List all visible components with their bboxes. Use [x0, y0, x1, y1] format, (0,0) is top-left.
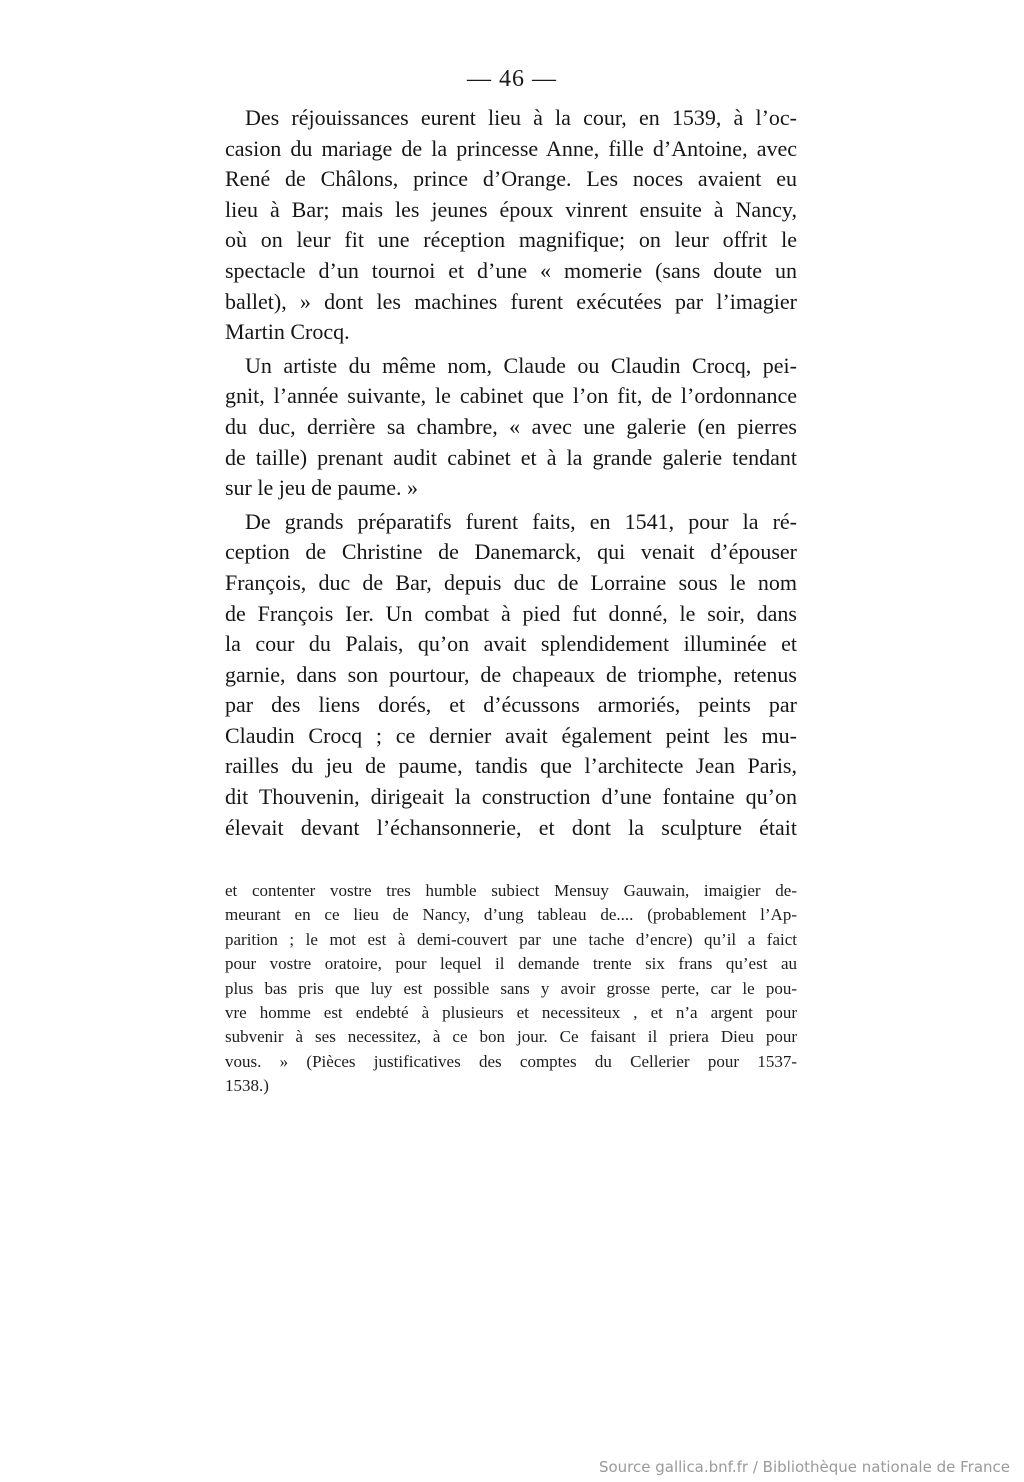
source-credit: Source gallica.bnf.fr / Bibliothèque nationale de France	[598, 1458, 1010, 1476]
text-line: de François Ier. Un combat à pied fut donné, le soir, dans	[225, 600, 797, 626]
text-line: Un artiste du même nom, Claude ou Claudin Crocq, pei-	[245, 352, 797, 378]
text-line: casion du mariage de la princesse Anne, fille d’Antoine, avec	[225, 135, 797, 161]
text-line: spectacle d’un tournoi et d’une « momerie (sans doute un	[225, 257, 797, 283]
footnote	[225, 879, 797, 1099]
footnote-line: meurant en ce lieu de Nancy, d’ung tableau de.... (probablement l’Ap-	[225, 905, 797, 925]
text-line: gnit, l’année suivante, le cabinet que l’on fit, de l’ordonnance	[225, 383, 797, 409]
text-line: De grands préparatifs furent faits, en 1541, pour la ré-	[245, 508, 797, 534]
footnote-line: plus bas pris que luy est possible sans y avoir grosse perte, car le pou-	[225, 978, 797, 998]
text-line: garnie, dans son pourtour, de chapeaux de triomphe, retenus	[225, 661, 797, 687]
text-line: par des liens dorés, et d’écussons armoriés, peints par	[225, 692, 797, 718]
text-line: René de Châlons, prince d’Orange. Les noces avaient eu	[225, 166, 797, 192]
text-line: où on leur fit une réception magnifique; on leur offrit le	[225, 227, 797, 253]
body-text	[225, 103, 797, 843]
text-line: élevait devant l’échansonnerie, et dont la sculpture était	[225, 814, 797, 840]
text-line: dit Thouvenin, dirigeait la construction d’une fontaine qu’on	[225, 784, 797, 810]
paragraph-3	[225, 507, 797, 844]
text-line: Martin Crocq.	[225, 319, 350, 345]
footnote-line: pour vostre oratoire, pour lequel il demande trente six frans qu’est au	[225, 954, 797, 974]
footnote-line: 1538.)	[225, 1076, 269, 1096]
paragraph-2	[225, 351, 797, 504]
text-line: railles du jeu de paume, tandis que l’architecte Jean Paris,	[225, 753, 797, 779]
text-line: lieu à Bar; mais les jeunes époux vinrent ensuite à Nancy,	[225, 196, 797, 222]
text-line: ballet), » dont les machines furent exécutées par l’imagier	[225, 288, 797, 314]
paragraph-1	[225, 103, 797, 348]
page-number: — 46 —	[467, 66, 557, 92]
text-line: Des réjouissances eurent lieu à la cour, en 1539, à l’oc-	[245, 105, 797, 130]
footnote-line: vous. » (Pièces justificatives des comptes du Cellerier pour 1537-	[225, 1051, 797, 1071]
footnote-line: vre homme est endebté à plusieurs et necessiteux , et n’a argent pour	[225, 1002, 797, 1022]
text-line: ception de Christine de Danemarck, qui venait d’épouser	[225, 539, 797, 565]
footnote-line: et contenter vostre tres humble subiect Mensuy Gauwain, imaigier de-	[225, 881, 797, 900]
text-line: du duc, derrière sa chambre, « avec une galerie (en pierres	[225, 413, 797, 439]
text-line: Claudin Crocq ; ce dernier avait également peint les mu-	[225, 722, 797, 748]
text-line: sur le jeu de paume. »	[225, 475, 419, 501]
text-line: de taille) prenant audit cabinet et à la grande galerie tendant	[225, 444, 797, 470]
footnote-line: parition ; le mot est à demi-couvert par une tache d’encre) qu’il a faict	[225, 929, 797, 949]
text-line: la cour du Palais, qu’on avait splendidement illuminée et	[225, 631, 797, 657]
footnote-line: subvenir à ses necessitez, à ce bon jour. Ce faisant il priera Dieu pour	[225, 1027, 797, 1047]
text-line: François, duc de Bar, depuis duc de Lorraine sous le nom	[225, 569, 797, 595]
